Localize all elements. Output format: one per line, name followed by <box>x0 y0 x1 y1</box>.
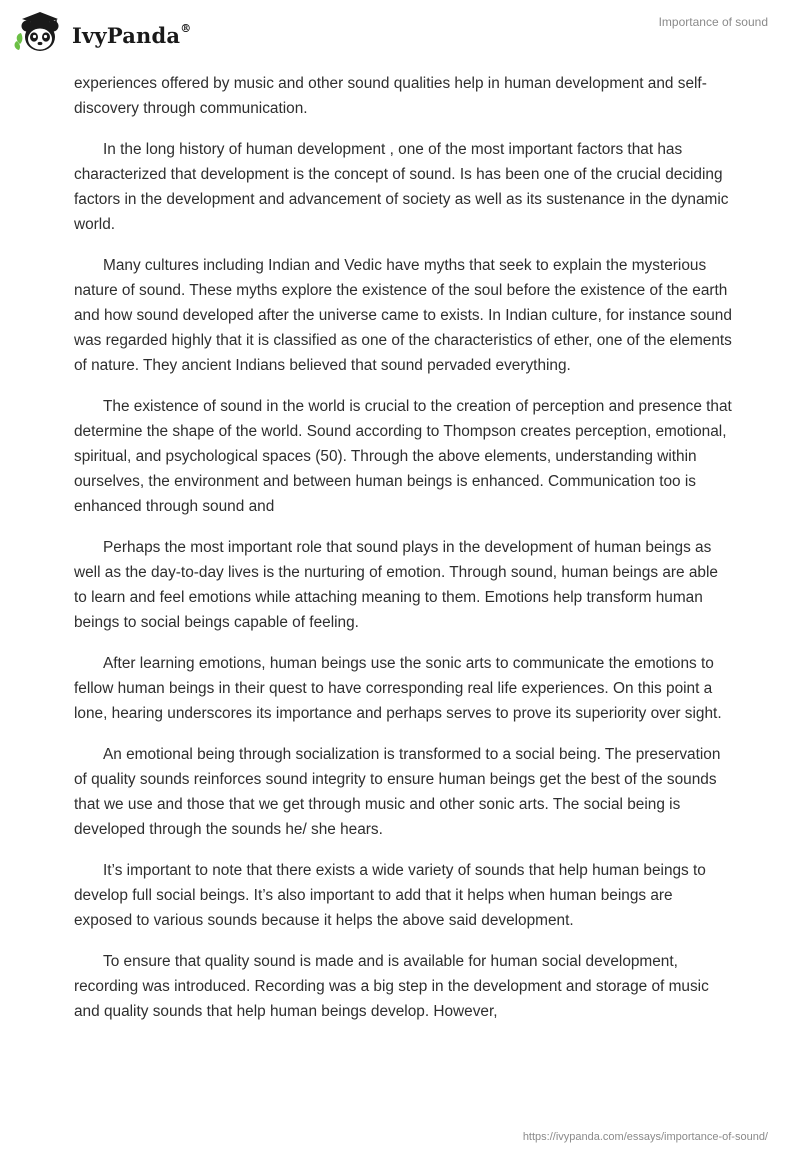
paragraph: After learning emotions, human beings use the sonic arts to communicate the emotions to fellow human beings in their quest to have corresponding real life experiences. On this point a lone, hearing underscores its importance and perhaps serves to prove its superiority over sight. <box>74 655 722 722</box>
brand-name <box>72 23 191 48</box>
panda-graduate-icon <box>14 10 68 56</box>
paragraph: In the long history of human development , one of the most important factors that has characterized that development is the concept of sound. Is has been one of the crucial deciding factors in the development and advancement of society as well as its sustenance in the dynamic world. <box>74 141 729 233</box>
paragraph: The existence of sound in the world is crucial to the creation of perception and presence that determine the shape of the world. Sound according to Thompson creates perception, emotional, spiritual, and psychological spaces (50). Through the above elements, understanding within ourselves, the environment and between human beings is enhanced. Communication too is enhanced through sound and <box>74 398 732 515</box>
paragraph: Many cultures including Indian and Vedic have myths that seek to explain the mysterious nature of sound. These myths explore the existence of the soul before the existence of the earth and how sound developed after the universe came to exists. In Indian culture, for instance sound was regarded highly that it is classified as one of the characteristics of ether, one of the elements of nature. They ancient Indians believed that sound pervaded everything. <box>74 257 732 374</box>
ivypanda-logo[interactable] <box>14 10 191 56</box>
source-url[interactable]: https://ivypanda.com/essays/importance-of-sound/ <box>522 1131 768 1143</box>
registered-mark: ® <box>180 21 192 35</box>
paragraph: It’s important to note that there exists a wide variety of sounds that help human beings to develop full social beings. It’s also important to add that it helps when human beings are exposed to various sounds because it helps the above said development. <box>74 862 706 929</box>
paragraph: Perhaps the most important role that sound plays in the development of human beings as well as the day-to-day lives is the nurturing of emotion. Through sound, human beings are able to learn and feel emotions while attaching meaning to them. Emotions help transform human beings to social beings capable of feeling. <box>74 539 718 631</box>
page-header <box>0 0 800 70</box>
paragraph: experiences offered by music and other sound qualities help in human development and self-discovery through communication. <box>74 75 707 117</box>
essay-body <box>74 71 734 1040</box>
document-title: Importance of sound <box>658 15 768 29</box>
paragraph: To ensure that quality sound is made and is available for human social development, recording was introduced. Recording was a big step in the development and storage of music and quality sounds that help human beings develop. However, <box>74 953 709 1020</box>
paragraph: An emotional being through socialization is transformed to a social being. The preservation of quality sounds reinforces sound integrity to ensure human beings get the best of the sounds that we use and those that we get through music and other sonic arts. The social being is developed through the sounds he/ she hears. <box>74 746 721 838</box>
brand-name-text: IvyPanda <box>72 22 181 48</box>
